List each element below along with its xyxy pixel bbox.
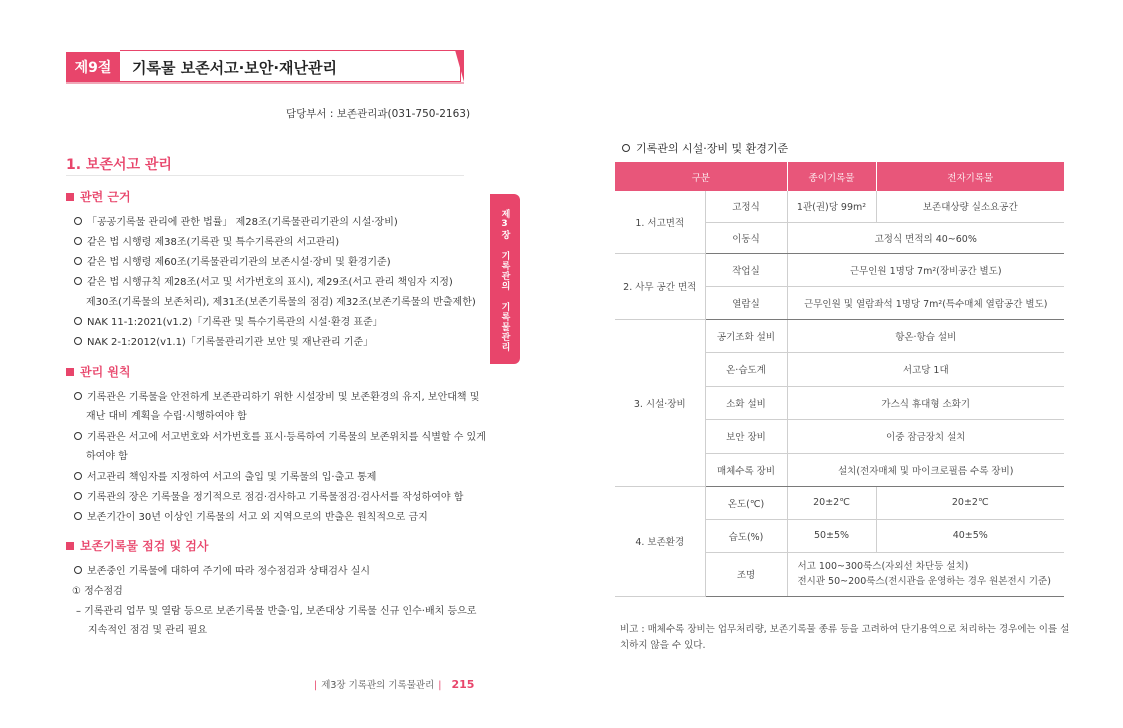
row-label: 매체수록 장비 xyxy=(705,453,787,486)
list-item xyxy=(74,333,373,348)
list-item xyxy=(74,488,463,503)
section-title: 기록물 보존서고·보안·재난관리 xyxy=(132,59,337,77)
circle-bullet-icon xyxy=(74,277,82,285)
subheading-principle-text: 관리 원칙 xyxy=(80,365,131,379)
sub-item: – 기록관리 업무 및 열람 등으로 보존기록물 반출·입, 보존대상 기록물 신규 인수·배치 등으로 xyxy=(76,606,477,617)
heading-divider xyxy=(66,175,464,176)
list-item-text: NAK 2-1:2012(v1.1)「기록물관리기관 보안 및 재난관리 기준」 xyxy=(87,337,374,348)
list-item xyxy=(74,313,383,328)
circle-bullet-icon xyxy=(622,144,630,152)
row-label: 습도(%) xyxy=(705,519,787,552)
square-bullet-icon xyxy=(66,193,74,201)
group-cell: 2. 사무 공간 면적 xyxy=(615,253,705,319)
cell-electronic: 40±5% xyxy=(876,519,1064,552)
footer-chapter: 제3장 기록관의 기록물관리 xyxy=(321,680,435,691)
subheading-basis xyxy=(66,188,131,205)
list-item xyxy=(74,233,339,248)
list-item-text: 보존중인 기록물에 대하여 주기에 따라 정수점검과 상태검사 실시 xyxy=(87,566,371,577)
row-label: 조명 xyxy=(705,552,787,596)
square-bullet-icon xyxy=(66,368,74,376)
circle-bullet-icon xyxy=(74,237,82,245)
row-label: 작업실 xyxy=(705,253,787,286)
subheading-principle xyxy=(66,363,131,380)
cell-lighting xyxy=(787,552,1064,596)
page-number: 215 xyxy=(451,678,475,691)
table-header-electronic: 전자기록물 xyxy=(876,162,1064,191)
lighting-line: 서고 100~300룩스(자외선 차단등 설치) xyxy=(797,561,969,572)
list-item-text: NAK 11-1:2021(v1.2)「기록관 및 특수기록관의 시설·환경 표준」 xyxy=(87,317,383,328)
square-bullet-icon xyxy=(66,542,74,550)
list-item-text: 「공공기록물 관리에 관한 법률」 제28조(기록물관리기관의 시설·장비) xyxy=(87,217,398,228)
subheading-basis-text: 관련 근거 xyxy=(80,190,131,204)
row-label: 고정식 xyxy=(705,191,787,222)
table-row xyxy=(615,253,1064,286)
row-label: 온·습도계 xyxy=(705,352,787,386)
heading-storage-management: 1. 보존서고 관리 xyxy=(66,157,172,173)
table-header-category: 구분 xyxy=(615,162,787,191)
cell-electronic: 20±2℃ xyxy=(876,486,1064,519)
cell-value: 이중 잠금장치 설치 xyxy=(787,419,1064,453)
table-row xyxy=(615,319,1064,352)
circle-bullet-icon xyxy=(74,492,82,500)
list-item-text: 같은 법 시행령 제60조(기록물관리기관의 보존시설·장비 및 환경기준) xyxy=(87,257,391,268)
table-row xyxy=(615,191,1064,222)
chapter-side-tab-text: 제3장 기록관의 기록물관리 xyxy=(499,208,510,352)
cell-paper: 1관(권)당 99m² xyxy=(787,191,876,222)
department-contact: 담당부서 : 보존관리과(031-750-2163) xyxy=(286,108,471,120)
table-header-paper: 종이기록물 xyxy=(787,162,876,191)
banner-corner xyxy=(455,50,464,82)
list-item-continuation: 재난 대비 계획을 수립·시행하여야 함 xyxy=(86,411,247,422)
circle-bullet-icon xyxy=(74,432,82,440)
list-item xyxy=(74,428,486,443)
list-item xyxy=(74,508,428,523)
group-cell: 1. 서고면적 xyxy=(615,191,705,253)
list-item-text: 같은 법 시행령 제38조(기록관 및 특수기록관의 서고관리) xyxy=(87,237,340,248)
sub-item-continuation: 지속적인 점검 및 관리 필요 xyxy=(88,625,207,636)
list-item xyxy=(74,213,398,228)
list-item xyxy=(74,468,376,483)
circle-bullet-icon xyxy=(74,566,82,574)
list-item xyxy=(74,562,370,577)
row-label: 공기조화 설비 xyxy=(705,319,787,352)
circle-bullet-icon xyxy=(74,217,82,225)
table-row xyxy=(615,486,1064,519)
circle-bullet-icon xyxy=(74,337,82,345)
cell-paper: 20±2℃ xyxy=(787,486,876,519)
footer-divider: | xyxy=(314,680,318,691)
banner-underline xyxy=(66,82,464,84)
cell-value: 설치(전자매체 및 마이크로필름 수록 장비) xyxy=(787,453,1064,486)
cell-paper: 50±5% xyxy=(787,519,876,552)
circle-bullet-icon xyxy=(74,512,82,520)
circle-bullet-icon xyxy=(74,317,82,325)
circle-bullet-icon xyxy=(74,257,82,265)
list-item-continuation: 하여야 함 xyxy=(86,451,128,462)
table-header-row xyxy=(615,162,1064,191)
footer-divider: | xyxy=(438,680,442,691)
list-item-text: 기록관의 장은 기록물을 정기적으로 점검·검사하고 기록물점검·검사서를 작성하여야 함 xyxy=(87,492,464,503)
sub-heading-count-check: ① 정수점검 xyxy=(72,586,123,597)
list-item-text: 기록관은 기록물을 안전하게 보존관리하기 위한 시설장비 및 보존환경의 유지, 보안대책 및 xyxy=(87,392,480,403)
row-label: 소화 설비 xyxy=(705,386,787,419)
subheading-inspection-text: 보존기록물 점검 및 검사 xyxy=(80,539,209,553)
list-item xyxy=(74,253,391,268)
group-cell: 3. 시설·장비 xyxy=(615,319,705,486)
row-label: 열람실 xyxy=(705,286,787,319)
row-label: 이동식 xyxy=(705,222,787,253)
lighting-line: 전시관 50~200룩스(전시관을 운영하는 경우 원본전시 기준) xyxy=(797,576,1051,587)
circle-bullet-icon xyxy=(74,472,82,480)
table-title xyxy=(622,140,788,156)
cell-value: 근무인원 및 열람좌석 1명당 7m²(특수매체 열람공간 별도) xyxy=(787,286,1064,319)
cell-electronic: 보존대상량 실소요공간 xyxy=(876,191,1064,222)
list-item-text: 보존기간이 30년 이상인 기록물의 서고 외 지역으로의 반출은 원칙적으로 금지 xyxy=(87,512,428,523)
list-item xyxy=(74,273,453,288)
row-label: 온도(℃) xyxy=(705,486,787,519)
list-item-text: 같은 법 시행규칙 제28조(서고 및 서가번호의 표시), 제29조(서고 관리 책임자 지정) xyxy=(87,277,453,288)
list-item-text: 기록관은 서고에 서고번호와 서가번호를 표시·등록하여 기록물의 보존위치를 식별할 수 있게 xyxy=(87,432,486,443)
standards-table xyxy=(615,162,1064,597)
cell-value: 근무인원 1명당 7m²(장비공간 별도) xyxy=(787,253,1064,286)
table-note: 비고 : 매체수록 장비는 업무처리량, 보존기록물 종류 등을 고려하여 단기용역으로 처리하는 경우에는 이를 설치하지 않을 수 있다. xyxy=(620,624,1070,651)
cell-value: 고정식 면적의 40~60% xyxy=(787,222,1064,253)
group-cell: 4. 보존환경 xyxy=(615,486,705,596)
subheading-inspection xyxy=(66,537,208,554)
circle-bullet-icon xyxy=(74,392,82,400)
page-footer xyxy=(310,677,474,691)
cell-value: 가스식 휴대형 소화기 xyxy=(787,386,1064,419)
list-item-continuation: 제30조(기록물의 보존처리), 제31조(보존기록물의 점검) 제32조(보존기록물의 반출제한) xyxy=(86,297,476,308)
list-item-text: 서고관리 책임자를 지정하여 서고의 출입 및 기록물의 입·출고 통제 xyxy=(87,472,377,483)
row-label: 보안 장비 xyxy=(705,419,787,453)
section-badge: 제9절 xyxy=(66,52,120,82)
table-title-text: 기록관의 시설·장비 및 환경기준 xyxy=(636,142,789,155)
cell-value: 서고당 1대 xyxy=(787,352,1064,386)
cell-value: 항온·항습 설비 xyxy=(787,319,1064,352)
list-item xyxy=(74,388,479,403)
